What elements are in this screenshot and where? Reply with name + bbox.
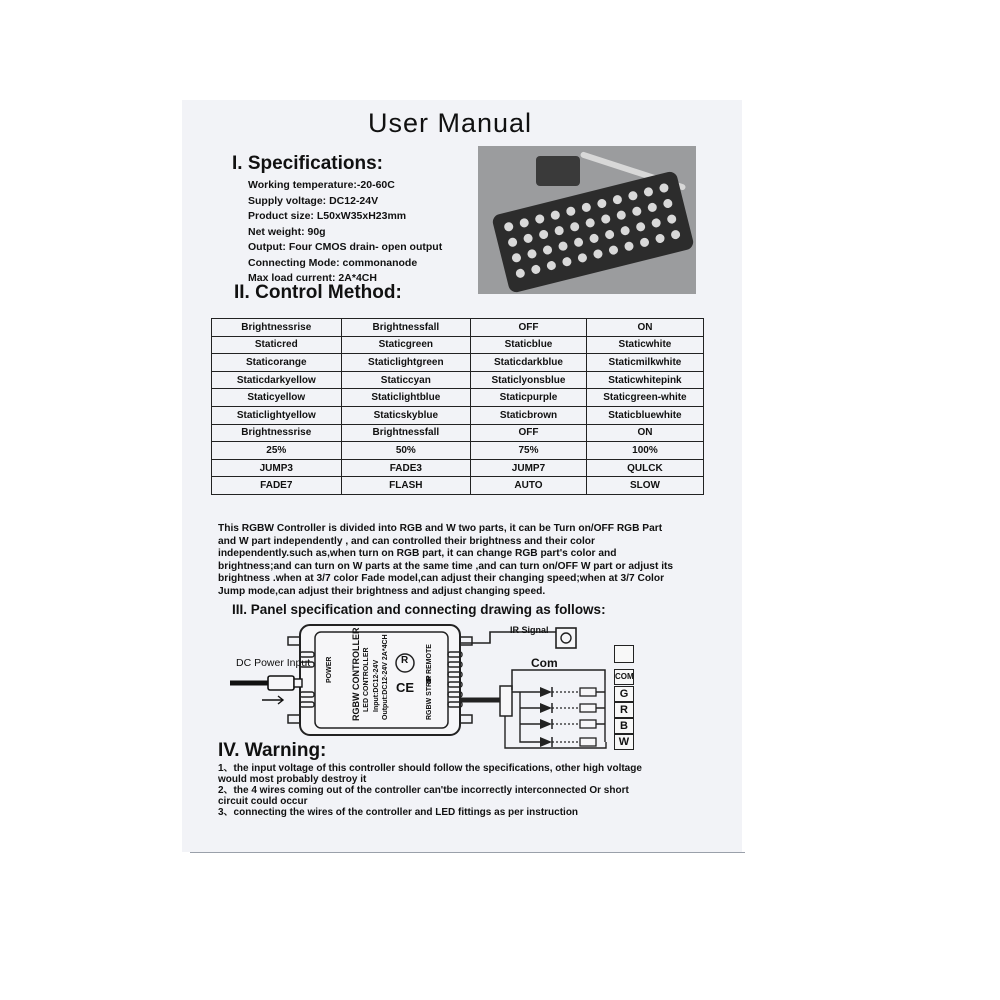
control-table-cell: Staticpurple <box>471 389 587 407</box>
power-label: POWER <box>326 656 333 683</box>
control-table-cell: JUMP3 <box>212 459 342 477</box>
control-table-cell: FADE7 <box>212 477 342 495</box>
control-table-cell: Staticlyonsblue <box>471 371 587 389</box>
led-diode-icon <box>540 719 596 729</box>
control-table-cell: FLASH <box>341 477 470 495</box>
output-rating-label: Output:DC12-24V 2A*4CH <box>382 634 389 720</box>
heading-warning: IV. Warning: <box>218 740 327 761</box>
spec-line: Output: Four CMOS drain- open output <box>248 241 443 253</box>
control-table-cell: Brightnessrise <box>212 319 342 337</box>
control-table-cell: Brightnessfall <box>341 424 470 442</box>
arrow-right-icon <box>262 696 283 704</box>
spec-line: Net weight: 90g <box>248 225 326 238</box>
r-mark-text: R <box>401 655 409 666</box>
description-line: and W part independently , and can controlled their brightness and their color <box>218 535 595 547</box>
control-table-cell: Staticlightblue <box>341 389 470 407</box>
wire-label-b: B <box>614 718 634 734</box>
control-table-cell: AUTO <box>471 477 587 495</box>
ce-mark: CE <box>396 680 415 695</box>
control-table-cell: Staticdarkblue <box>471 354 587 372</box>
page-title: User Manual <box>367 108 533 138</box>
control-table-cell: FADE3 <box>341 459 470 477</box>
control-table-cell: Staticgreen-white <box>586 389 703 407</box>
wire-label-w: W <box>614 734 634 750</box>
led-diode-icon <box>540 703 596 713</box>
spec-line: Supply voltage: DC12-24V <box>248 194 379 207</box>
wire-label-com: COM <box>614 669 634 685</box>
spec-line: Product size: L50xW35xH23mm <box>248 210 407 222</box>
control-table-cell: 25% <box>212 442 342 460</box>
control-table-cell: Staticlightyellow <box>212 406 342 424</box>
control-table-cell: JUMP7 <box>471 459 587 477</box>
spec-line: Max load current: 2A*4CH <box>248 272 377 284</box>
dc-plug-icon <box>268 676 294 690</box>
control-table-cell: 75% <box>471 442 587 460</box>
control-table-cell: OFF <box>471 424 587 442</box>
rgbw-strip-label: RGBW STRIP <box>426 675 433 720</box>
controller-name-label: RGBW CONTROLLER <box>351 627 361 721</box>
control-table-cell: QULCK <box>586 459 703 477</box>
input-rating-label: Input:DC12-24V <box>373 659 380 712</box>
control-table-cell: Staticwhitepink <box>586 371 703 389</box>
warning-line: 3、connecting the wires of the controller and LED fittings as per instruction <box>218 807 579 818</box>
control-table-cell: Brightnessfall <box>341 319 470 337</box>
control-table-cell: Staticlightgreen <box>341 354 470 372</box>
description-line: brightness;and can turn on W parts at the same time ,and can turn on/OFF W part or adjust its <box>218 560 674 572</box>
control-table-cell: OFF <box>471 319 587 337</box>
led-controller-label: LED CONTROLLER <box>363 647 370 712</box>
control-table-cell: Staticwhite <box>586 336 703 354</box>
control-table-cell: Brightnessrise <box>212 424 342 442</box>
warning-line: would most probably destroy it <box>218 774 367 785</box>
heading-specifications: I. Specifications: <box>232 153 383 174</box>
control-table-cell: SLOW <box>586 477 703 495</box>
description-line: This RGBW Controller is divided into RGB and W two parts, it can be Turn on/OFF RGB Part <box>218 523 663 534</box>
warnings-list <box>218 763 642 818</box>
spec-line: Working temperature:-20-60C <box>248 179 395 191</box>
control-table-cell: Staticbluewhite <box>586 406 703 424</box>
ir-remote-label: IR REMOTE <box>426 644 433 683</box>
wire-label-r: R <box>614 702 634 718</box>
control-table-cell: Staticgreen <box>341 336 470 354</box>
control-table-cell: Staticyellow <box>212 389 342 407</box>
heading-control-method: II. Control Method: <box>234 282 402 303</box>
control-table-cell: Staticblue <box>471 336 587 354</box>
control-table-cell: ON <box>586 319 703 337</box>
wire-box-blank <box>614 645 634 663</box>
warning-line: 2、the 4 wires coming out of the controller can'tbe incorrectly interconnected Or short <box>218 785 629 796</box>
control-table-cell: ON <box>586 424 703 442</box>
control-table-cell: Staticskyblue <box>341 406 470 424</box>
control-table-cell: Staticcyan <box>341 371 470 389</box>
control-table-cell: Staticdarkyellow <box>212 371 342 389</box>
control-table-cell: 100% <box>586 442 703 460</box>
heading-panel: III. Panel specification and connecting drawing as follows: <box>232 602 606 617</box>
control-table-cell: Staticbrown <box>471 406 587 424</box>
warning-line: 1、the input voltage of this controller should follow the specifications, other high voltage <box>218 763 642 774</box>
warning-line: circuit could occur <box>218 796 308 807</box>
description-line: Jump mode,can adjust their brightness and adjust changing speed. <box>218 585 546 597</box>
led-diode-icon <box>540 737 596 747</box>
control-table-cell: 50% <box>341 442 470 460</box>
control-table-cell: Staticmilkwhite <box>586 354 703 372</box>
controller-body <box>300 625 460 735</box>
control-table-cell: Staticred <box>212 336 342 354</box>
spec-line: Connecting Mode: commonanode <box>248 256 418 269</box>
description-line: independently.such as,when turn on RGB part, it can change RGB part's color and <box>218 548 617 560</box>
dc-power-input-label: DC Power Input <box>236 657 311 669</box>
ir-receiver-icon <box>556 628 576 648</box>
wire-label-g: G <box>614 686 634 702</box>
com-label: Com <box>531 656 558 670</box>
control-table-cell: Staticorange <box>212 354 342 372</box>
led-diode-icon <box>540 687 596 697</box>
description-line: brightness .when at 3/7 color Fade model,can adjust their changing speed;when at 3/7 Color <box>218 573 665 585</box>
ir-signal-label: IR Signal <box>510 625 549 635</box>
